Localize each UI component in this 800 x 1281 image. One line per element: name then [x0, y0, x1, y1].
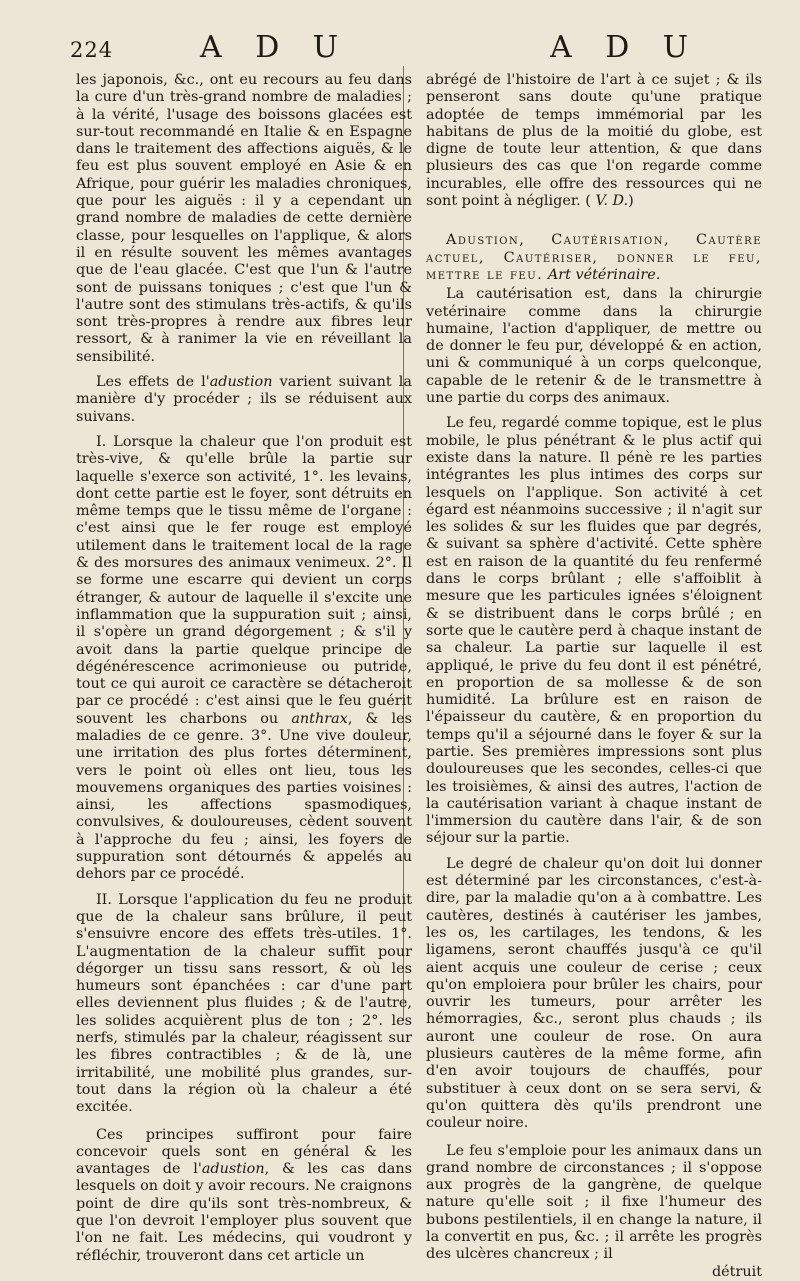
paragraph-fire-topical: [426, 415, 762, 847]
paragraph-text: II. Lorsque l'application du feu ne produit que de la chaleur sans brûlure, il peut s'ensuivre encore des effets très-utiles. 1°. L'augmentation de la chaleur suffit pour dégorger un tissu sans ressort, & où les humeurs sont épanchées : car d'une part elles deviennent plus fluides ; & de l'autre, les solides acquièrent plus de ton ; 2°. les nerfs, stimulés par la chaleur, réagissent sur les fibres contractibles ; & de là, une irritabilité, une mobilité plus grandes, sur-tout dans la région où la chaleur a été excitée.: [76, 891, 412, 1116]
paragraph-text: La cautérisation est, dans la chirurgie vetérinaire comme dans la chirurgie humaine, l'action d'appliquer, de mettre ou de donner le feu pur, développé & en action, uni & communiqué à un corps quelconque, capable de le retenir & de le transmettre à une partie du corps des animaux.: [426, 286, 762, 407]
catchword: détruit: [711, 1263, 762, 1280]
paragraph-effects: [76, 374, 412, 426]
entry-heading-domain: Art vétérinaire.: [547, 266, 661, 283]
text-run: Ces principes suffiront pour faire concevoir quels sont en général & les avantages de l': [76, 1126, 412, 1178]
paragraph-text: Le degré de chaleur qu'on doit lui donner est déterminé par les circonstances, c'est-à-dire, par la maladie qu'on a à combattre. Les cautères, destinés à cautériser les jambes, les os, les cartilages, les tendons, & les ligamens, seront chauffés jusqu'à ce qu'il aient acquis une couleur de cerise ; ceux qu'on emploiera pour brûler les chairs, pour ouvrir les tumeurs, pour arrêter les hémorragies, &c., seront plus chauds ; ils auront une couleur de rose. On aura plusieurs cautères de la même forme, afin d'en avoir toujours de chauffés, pour substituer à ceux dont on se sera servi, & qu'on quittera dès qu'ils prendront une couleur noire.: [426, 855, 762, 1132]
right-column: [426, 72, 762, 1281]
paragraph-fire-uses: [426, 1143, 762, 1264]
italic-term: adustion: [209, 374, 273, 391]
text-run: I. Lorsque la chaleur que l'on produit est très-vive, & qu'elle brûle la partie sur laquelle s'exerce son activité, 1°. les levains, dont cette partie est le foyer, sont détruits en même temps que le tissu même de l'organe : c'est ainsi que le fer rouge est employé utilement dans le traitement local de la rage & des morsures des animaux venimeux. 2°. Il se forme une escarre qui devient un corps étranger, & autour de laquelle il s'excite une inflammation que la suppuration suit ; ainsi, il s'opère un grand dégorgement ; & s'il y avoit dans la partie quelque principe de dégénérescence acrimonieuse ou putride, tout ce qui auroit ce caractère se détacheroit par ce procédé : c'est ainsi que le feu guérit souvent les charbons ou: [76, 433, 412, 727]
paragraph-section-2: [76, 892, 412, 1117]
paragraph-principles: [76, 1127, 412, 1265]
running-title-left: A D U: [200, 30, 351, 65]
paragraph-definition: [426, 286, 762, 407]
paragraph-section-1: [76, 434, 412, 884]
entry-heading: [426, 232, 762, 284]
paragraph-heat-degree: [426, 856, 762, 1133]
text-run: Les effets de l': [96, 374, 210, 391]
paragraph-continued: [426, 72, 762, 210]
paragraph-text: Le feu, regardé comme topique, est le plus mobile, le plus pénétrant & le plus actif qui existe dans la nature. Il pénè re les parties intégrantes les plus intimes des corps sur lesquels on l'applique. Son activité à cet égard est néanmoins successive ; il n'agit sur les solides & sur les fluides que par degrés, & suivant sa sphère d'activité. Cette sphère est en raison de la quantité du feu renfermé dans le corps brûlant ; elle s'affoiblit à mesure que les particules ignées s'éloignent & se distribuent dans le corps brûlé ; en sorte que le cautère perd à chaque instant de sa chaleur. La partie sur laquelle il est appliqué, le prive du feu dont il est pénétré, en proportion de sa mollesse & de son humidité. La brûlure est en raison de l'épaisseur du cautère, & en proportion du temps qu'il a séjourné dans le foyer & sur la partie. Ses premières impressions sont plus douloureuses que les secondes, celles-ci que les troisièmes, & ainsi des autres, l'action de la cautérisation variant à chaque instant de l'immersion du cautère dans l'air, & de son séjour sur la partie.: [426, 415, 762, 847]
paragraph-text: les japonois, &c., ont eu recours au feu dans la cure d'un très-grand nombre de maladies ; à la vérité, l'usage des boissons glacées est sur-tout recommandé en Italie & en Espagne dans le traitement des affections aiguës, & le feu est plus souvent employé en Asie & en Afrique, pour guérir les maladies chroniques, que pour les aiguës : il y a cependant un grand nombre de maladies de cette dernière classe, pour lesquelles on l'applique, & alors il en résulte souvent les mêmes avantages que de l'eau glacée. C'est que l'un & l'autre sont de puissans toniques ; c'est que l'un & l'autre sont des stimulans très-actifs, & qu'ils sont très-propres à rendre aux fibres leur ressort, & à ranimer la vie en réveillant la sensibilité.: [76, 72, 412, 365]
italic-term: anthrax: [291, 710, 348, 727]
italic-term: adustion: [201, 1161, 265, 1178]
text-run: abrégé de l'histoire de l'art à ce sujet ; & ils penseront sans doute qu'une pratique adoptée de temps immémorial par les habitans de plus de la moitié du globe, est digne de toute leur attention, & que dans plusieurs des cas que l'on regarde comme incurables, elle offre des ressources qui ne sont point à négliger. (: [426, 72, 762, 210]
paragraph-continued: [76, 72, 412, 366]
page-number: 224: [70, 38, 114, 62]
running-header: [0, 30, 800, 70]
text-run: , & les cas dans lesquels on doit y avoir recours. Ne craignons point de dire qu'ils sont très-nombreux, & que l'on devroit l'employer plus souvent que l'on ne fait. Les médecins, qui voudront y réfléchir, trouveront dans cet article un: [76, 1161, 413, 1264]
text-run: varient suivant la manière d'y procéder ; ils se réduisent aux suivans.: [76, 374, 412, 425]
paragraph-text: Le feu s'emploie pour les animaux dans un grand nombre de circonstances ; il s'oppose aux progrès de la gangrène, de quelque nature qu'elle soit ; il fixe l'humeur des bubons pestilentiels, il en change la nature, il la convertit en pus, &c. ; il arrête les progrès des ulcères chancreux ; il: [426, 1142, 762, 1263]
running-title-right: A D U: [550, 30, 701, 65]
author-signature: V. D.: [595, 193, 629, 210]
text-run: ): [628, 193, 634, 210]
text-run: , & les maladies de ce genre. 3°. Une vive douleur, une irritation des plus fortes déterminent, vers le point où elles ont lieu, tous les mouvemens organiques des parties voisines : ainsi, les affections spasmodiques, convulsives, & douloureuses, cèdent souvent à l'approche du feu ; ainsi, les foyers de suppuration sont détournés & appelés au dehors par ce procédé.: [76, 710, 412, 883]
left-column: [76, 72, 412, 1265]
entry-heading-terms: Adustion, Cautérisation, Cautère actuel, Cautériser, donner le feu, mettre le feu.: [426, 232, 762, 283]
